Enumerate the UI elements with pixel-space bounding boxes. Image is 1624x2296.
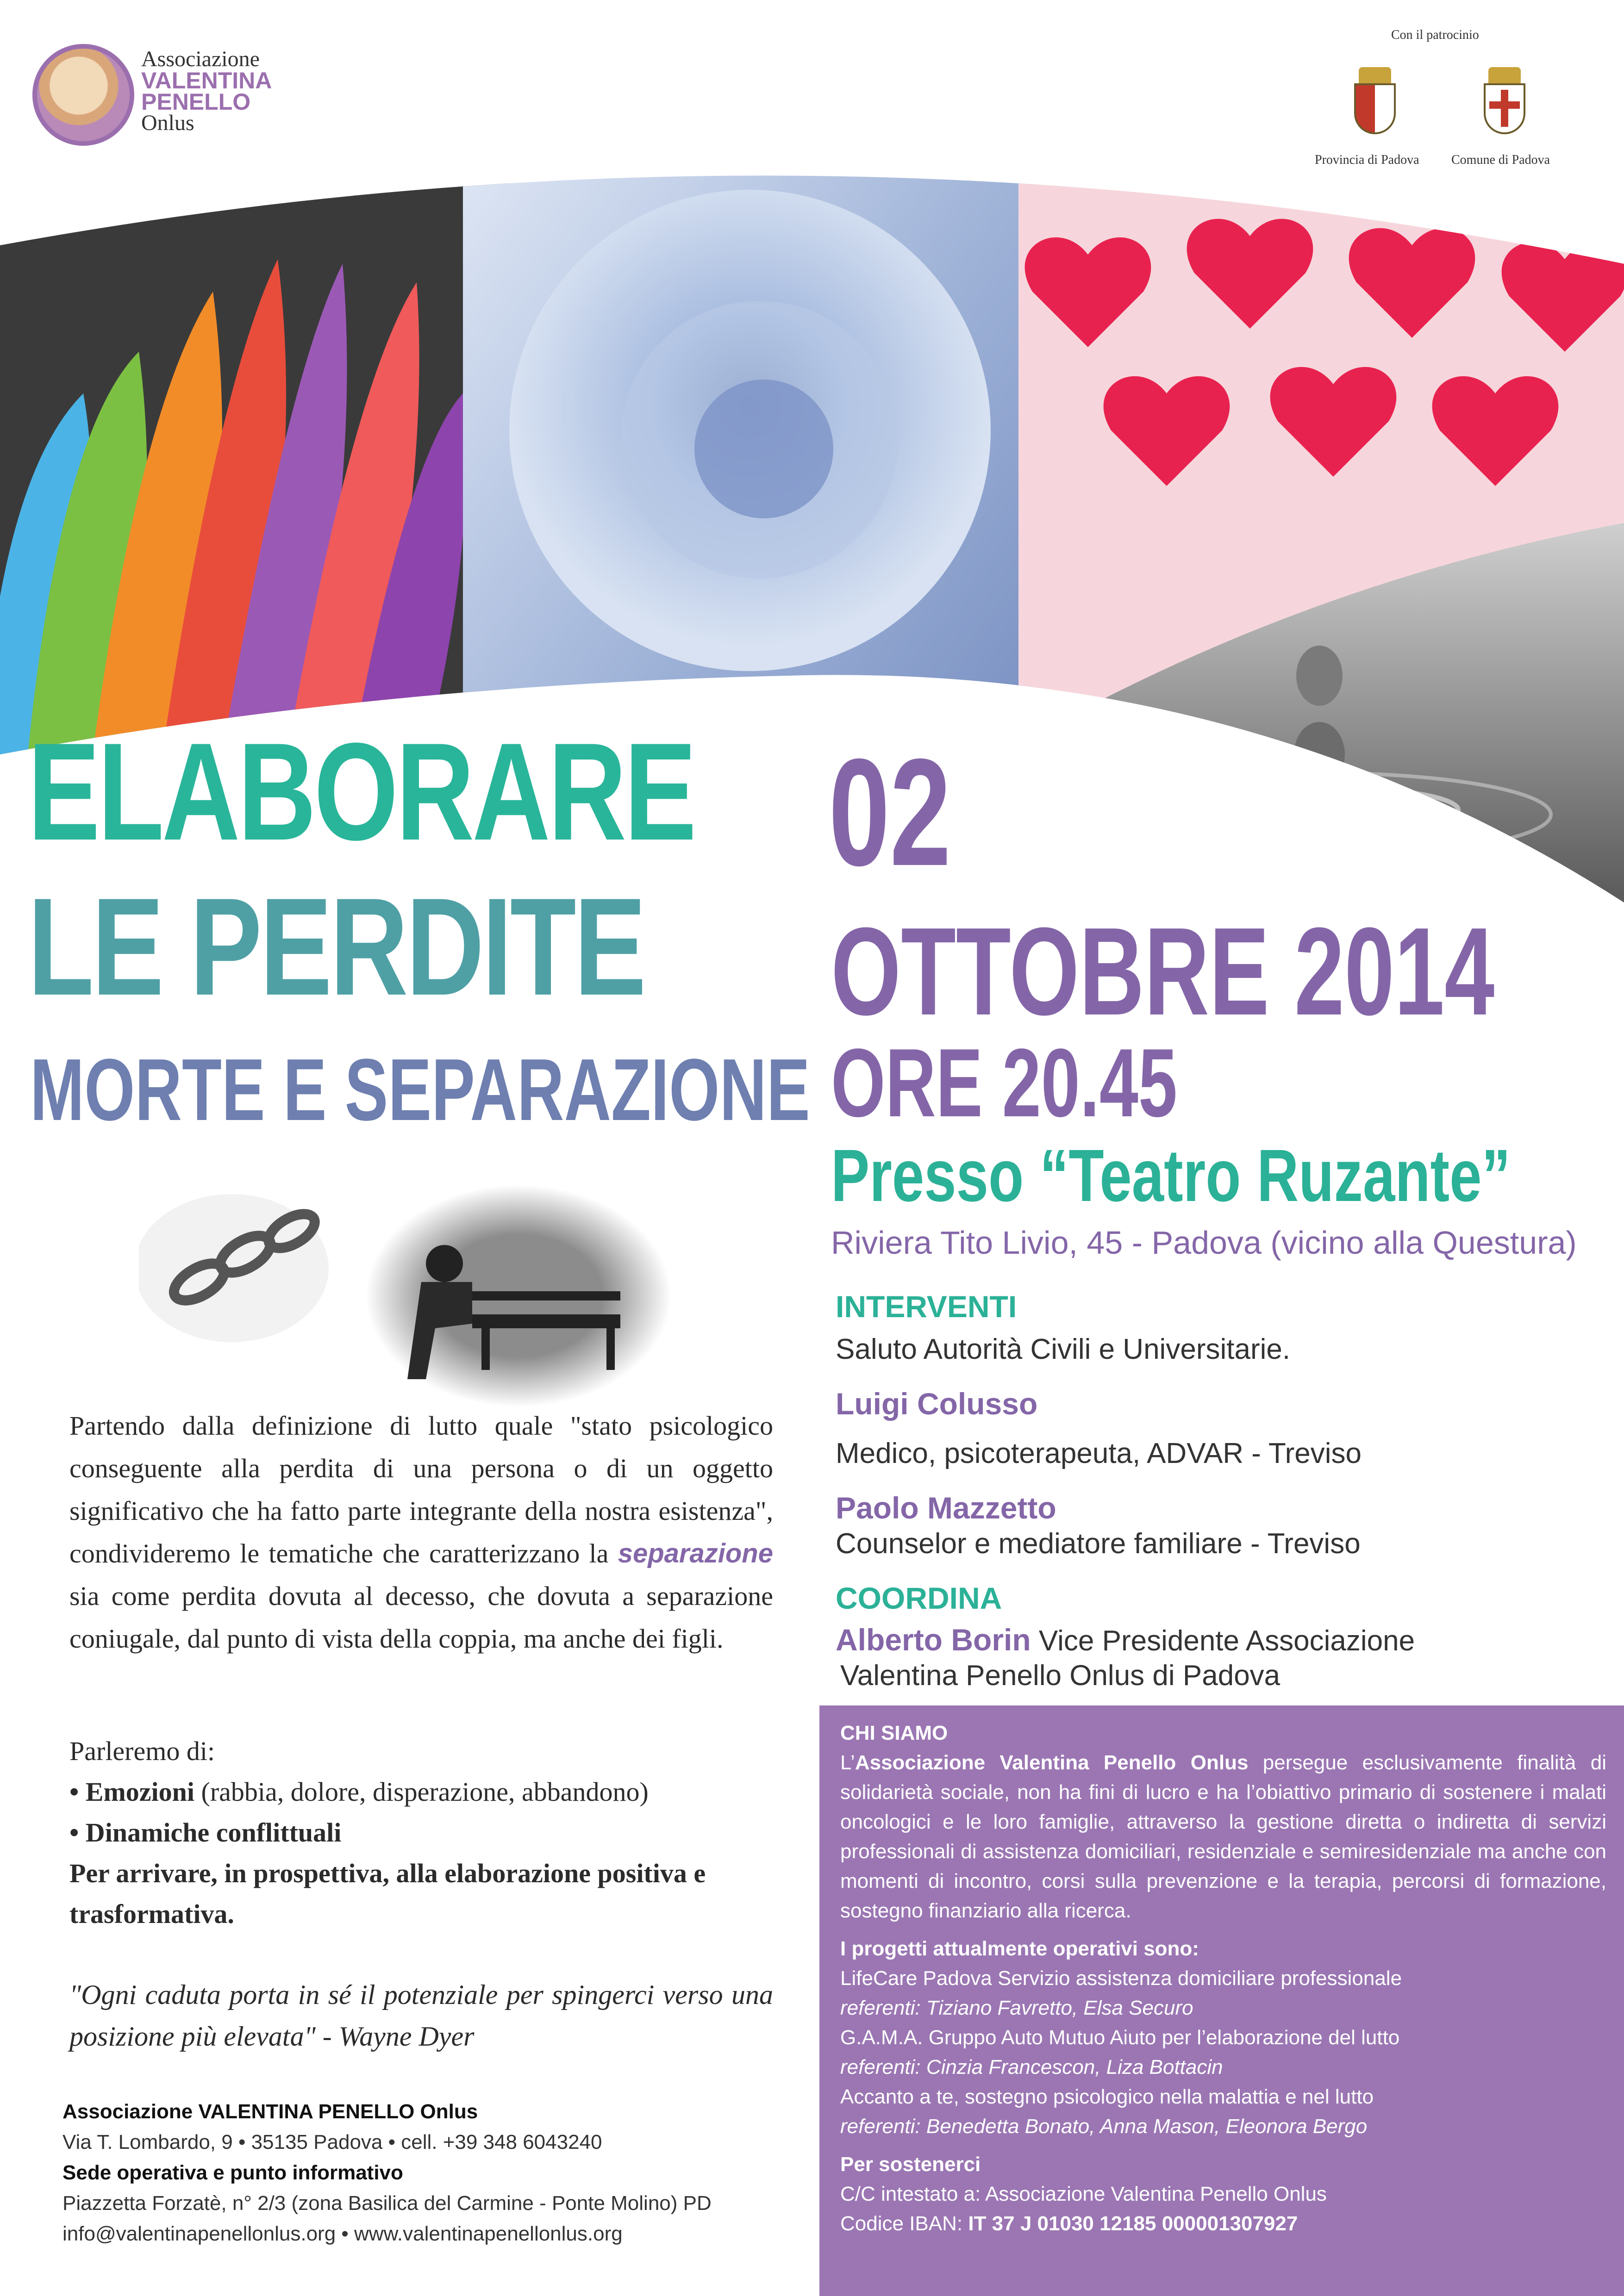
intro-paragraph: Partendo dalla definizione di lutto quale "stato psicologico conseguente alla perdita di una persona o di un oggetto significativo che ha fatto parte integrante della nostra esistenza", condivideremo le tematiche che caratterizzano la separazione sia come perdita dovuta al decesso, che dovuta a separazione coniugale, dal punto di vista della coppia, ma anche dei figli.: [69, 1411, 773, 1654]
project2-ref: referenti: Cinzia Francescon, Liza Bottacin: [840, 2056, 1223, 2078]
contacts: info@valentinapenellonlus.org • www.valentinapenellonlus.org: [62, 2222, 623, 2245]
projects-heading: I progetti attualmente operativi sono:: [840, 1937, 1199, 1960]
project1: LifeCare Padova Servizio assistenza domiciliare professionale: [840, 1967, 1402, 1990]
interventi-text: Saluto Autorità Civili e Universitarie.: [836, 1333, 1291, 1365]
event-month-year: OTTOBRE 2014: [831, 902, 1495, 1041]
coordinator-name: Alberto Borin: [836, 1623, 1031, 1657]
logo-line1: Associazione: [141, 47, 260, 71]
title-line2: LE PERDITE: [28, 869, 644, 1024]
logo-line4: Onlus: [141, 111, 194, 135]
iban: IT 37 J 01030 12185 000001307927: [968, 2212, 1298, 2235]
project2: G.A.M.A. Gruppo Auto Mutuo Aiuto per l’elaborazione del lutto: [840, 2026, 1400, 2049]
association-logo: [32, 44, 134, 146]
project1-ref: referenti: Tiziano Favretto, Elsa Securo: [840, 1997, 1193, 2019]
coordinator-role1: Vice Presidente Associazione: [1038, 1625, 1415, 1657]
support-account: C/C intestato a: Associazione Valentina Penello Onlus: [840, 2183, 1327, 2205]
quote: "Ogni caduta porta in sé il potenziale per spingerci verso una posizione più elevata" - Wayne Dyer: [69, 1979, 773, 2052]
chain-and-bench-photo: [139, 1176, 671, 1407]
title-line1: ELABORARE: [28, 714, 694, 869]
topics-intro: Parleremo di:: [69, 1736, 215, 1766]
speaker2-name: Paolo Mazzetto: [836, 1491, 1056, 1525]
event-time: ORE 20.45: [831, 1028, 1178, 1137]
speaker2-role: Counselor e mediatore familiare - Treviso: [836, 1528, 1361, 1560]
office-label: Sede operativa e punto informativo: [62, 2161, 403, 2184]
org-name: Associazione VALENTINA PENELLO Onlus: [62, 2100, 478, 2123]
comune-crest-icon: [1474, 65, 1535, 148]
about-heading: CHI SIAMO: [840, 1722, 948, 1744]
event-venue: Presso “Teatro Ruzante”: [831, 1134, 1511, 1217]
speaker1-name: Luigi Colusso: [836, 1387, 1038, 1421]
topic-dinamiche: • Dinamiche conflittuali: [69, 1817, 342, 1848]
topics-conclusion: Per arrivare, in prospettiva, alla elaborazione positiva e trasformativa.: [69, 1858, 706, 1929]
subtitle: MORTE E SEPARAZIONE: [30, 1041, 810, 1139]
provincia-crest-icon: [1345, 65, 1405, 148]
highlight-separazione: separazione: [618, 1538, 773, 1568]
event-address: Riviera Tito Livio, 45 - Padova (vicino alla Questura): [831, 1225, 1577, 1261]
contact-footer: [62, 2097, 712, 2249]
coordina-label: COORDINA: [836, 1581, 1002, 1615]
patronage-label: Con il patrocinio: [1391, 28, 1479, 42]
topic-emozioni: • Emozioni (rabbia, dolore, disperazione, abbandono): [69, 1777, 649, 1807]
patron-comune: Comune di Padova: [1451, 153, 1550, 167]
about-text: L’Associazione Valentina Penello Onlus persegue esclusivamente finalità di solidarietà sociale, non ha fini di lucro e ha l’obiattivo primario di sostenere i malati oncologici e le loro famiglie, attraverso la gestione diretta o indiretta di servizi professionali di assistenza domiciliari, residenziale e semiresidenziale ma anche con momenti di incontro, corsi sulla prevenzione e la terapia, percorsi di formazione, sostegno finanziario alla ricerca.: [840, 1751, 1606, 1922]
org-address: Via T. Lombardo, 9 • 35135 Padova • cell. +39 348 6043240: [62, 2131, 602, 2153]
support-heading: Per sostenerci: [840, 2153, 981, 2176]
event-day: 02: [829, 727, 951, 897]
patron-provincia: Provincia di Padova: [1315, 153, 1419, 167]
association-name: [141, 49, 272, 134]
project3: Accanto a te, sostegno psicologico nella malattia e nel lutto: [840, 2085, 1374, 2108]
logo-line2: VALENTINA: [141, 68, 272, 93]
topics-block: [69, 1731, 782, 1935]
office-address: Piazzetta Forzatè, n° 2/3 (zona Basilica del Carmine - Ponte Molino) PD: [62, 2192, 712, 2215]
about-box: [819, 1705, 1624, 2296]
interventi-label: INTERVENTI: [836, 1289, 1017, 1324]
coordinator-role2: Valentina Penello Onlus di Padova: [840, 1660, 1280, 1692]
speaker1-role: Medico, psicoterapeuta, ADVAR - Treviso: [836, 1437, 1362, 1469]
logo-line3: PENELLO: [141, 89, 251, 115]
coordinator: [836, 1622, 1415, 1657]
project3-ref: referenti: Benedetta Bonato, Anna Mason, Eleonora Bergo: [840, 2115, 1368, 2138]
iban-line: Codice IBAN: IT 37 J 01030 12185 000001307927: [840, 2212, 1298, 2235]
